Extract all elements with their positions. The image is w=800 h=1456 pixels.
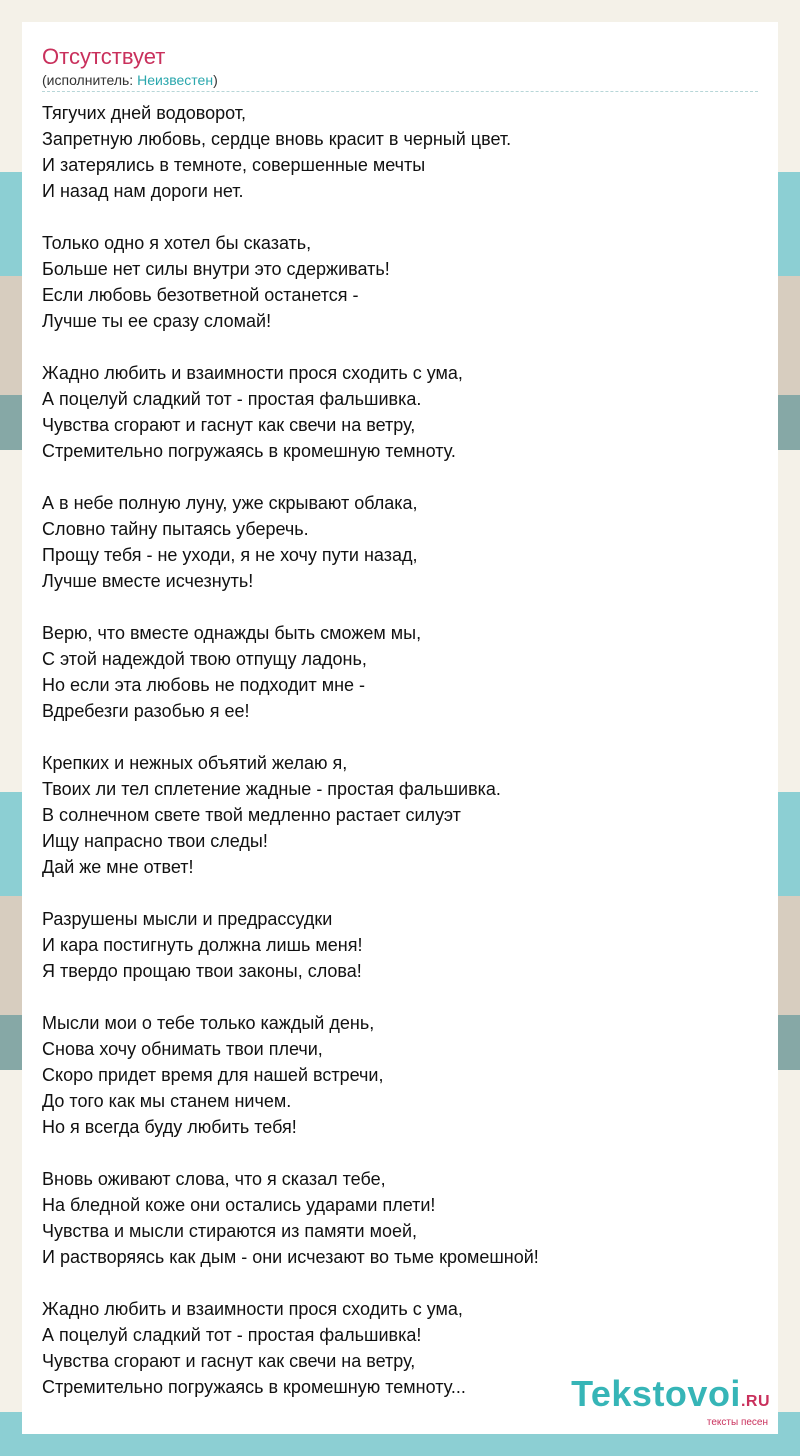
- lyrics-line: И растворяясь как дым - они исчезают во тьме кромешной!: [42, 1247, 539, 1267]
- logo-tagline: тексты песен: [706, 1417, 768, 1428]
- lyrics-line: Если любовь безответной останется -: [42, 285, 359, 305]
- song-title: Отсутствует: [42, 44, 166, 69]
- lyrics-line: Дай же мне ответ!: [42, 857, 194, 877]
- dashed-divider: [42, 91, 758, 92]
- lyrics-line: Лучше вместе исчезнуть!: [42, 571, 254, 591]
- lyrics-line: Чувства сгорают и гаснут как свечи на ветру,: [42, 1351, 416, 1371]
- site-logo[interactable]: [571, 1375, 770, 1428]
- lyrics-stanza: [42, 360, 758, 464]
- lyrics-line: Жадно любить и взаимности прося сходить с ума,: [42, 363, 463, 383]
- lyrics-line: Стремительно погружаясь в кромешную темноту.: [42, 441, 456, 461]
- lyrics-line: Я твердо прощаю твои законы, слова!: [42, 961, 362, 981]
- lyrics-stanza: [42, 620, 758, 724]
- lyrics-line: Тягучих дней водоворот,: [42, 103, 246, 123]
- lyrics-line: Только одно я хотел бы сказать,: [42, 233, 312, 253]
- lyrics-line: Словно тайну пытаясь уберечь.: [42, 519, 309, 539]
- lyrics-line: Ищу напрасно твои следы!: [42, 831, 268, 851]
- lyrics-line: И затерялись в темноте, совершенные мечты: [42, 155, 426, 175]
- lyrics-line: С этой надеждой твою отпущу ладонь,: [42, 649, 367, 669]
- lyrics-line: Больше нет силы внутри это сдерживать!: [42, 259, 390, 279]
- lyrics-line: Разрушены мысли и предрассудки: [42, 909, 333, 929]
- lyrics-line: Но я всегда буду любить тебя!: [42, 1117, 297, 1137]
- lyrics-line: Верю, что вместе однажды быть сможем мы,: [42, 623, 422, 643]
- artist-suffix: ): [213, 72, 218, 88]
- lyrics-line: Жадно любить и взаимности прося сходить с ума,: [42, 1299, 463, 1319]
- lyrics-line: Лучше ты ее сразу сломай!: [42, 311, 272, 331]
- lyrics-line: Крепких и нежных объятий желаю я,: [42, 753, 348, 773]
- lyrics-line: Чувства сгорают и гаснут как свечи на ветру,: [42, 415, 416, 435]
- logo-tld: .RU: [740, 1393, 770, 1410]
- lyrics-stanza: [42, 906, 758, 984]
- lyrics-line: А поцелуй сладкий тот - простая фальшивка.: [42, 389, 422, 409]
- logo-name: Tekstovoi: [571, 1373, 741, 1414]
- lyrics-line: Прощу тебя - не уходи, я не хочу пути назад,: [42, 545, 418, 565]
- lyrics-text: [42, 100, 758, 1400]
- lyrics-line: Чувства и мысли стираются из памяти моей,: [42, 1221, 418, 1241]
- lyrics-line: А поцелуй сладкий тот - простая фальшивка!: [42, 1325, 422, 1345]
- lyrics-line: Твоих ли тел сплетение жадные - простая фальшивка.: [42, 779, 501, 799]
- lyrics-stanza: [42, 1166, 758, 1270]
- lyrics-stanza: [42, 750, 758, 880]
- lyrics-stanza: [42, 230, 758, 334]
- lyrics-line: Запретную любовь, сердце вновь красит в черный цвет.: [42, 129, 512, 149]
- logo-wordmark: [571, 1375, 770, 1421]
- lyrics-line: Но если эта любовь не подходит мне -: [42, 675, 366, 695]
- artist-link[interactable]: Неизвестен: [137, 72, 214, 88]
- lyrics-line: Стремительно погружаясь в кромешную темноту...: [42, 1377, 466, 1397]
- lyrics-line: Вдребезги разобью я ее!: [42, 701, 250, 721]
- lyrics-line: Снова хочу обнимать твои плечи,: [42, 1039, 323, 1059]
- lyrics-line: Скоро придет время для нашей встречи,: [42, 1065, 384, 1085]
- artist-prefix: (исполнитель:: [42, 72, 138, 88]
- lyrics-line: В солнечном свете твой медленно растает силуэт: [42, 805, 461, 825]
- lyrics-card: [22, 22, 778, 1434]
- lyrics-stanza: [42, 100, 758, 204]
- lyrics-line: Вновь оживают слова, что я сказал тебе,: [42, 1169, 386, 1189]
- lyrics-line: И кара постигнуть должна лишь меня!: [42, 935, 363, 955]
- lyrics-line: Мысли мои о тебе только каждый день,: [42, 1013, 375, 1033]
- lyrics-line: И назад нам дороги нет.: [42, 181, 244, 201]
- artist-line: [42, 71, 758, 89]
- lyrics-stanza: [42, 1010, 758, 1140]
- lyrics-line: До того как мы станем ничем.: [42, 1091, 292, 1111]
- lyrics-line: А в небе полную луну, уже скрывают облака,: [42, 493, 418, 513]
- lyrics-stanza: [42, 490, 758, 594]
- lyrics-line: На бледной коже они остались ударами плети!: [42, 1195, 436, 1215]
